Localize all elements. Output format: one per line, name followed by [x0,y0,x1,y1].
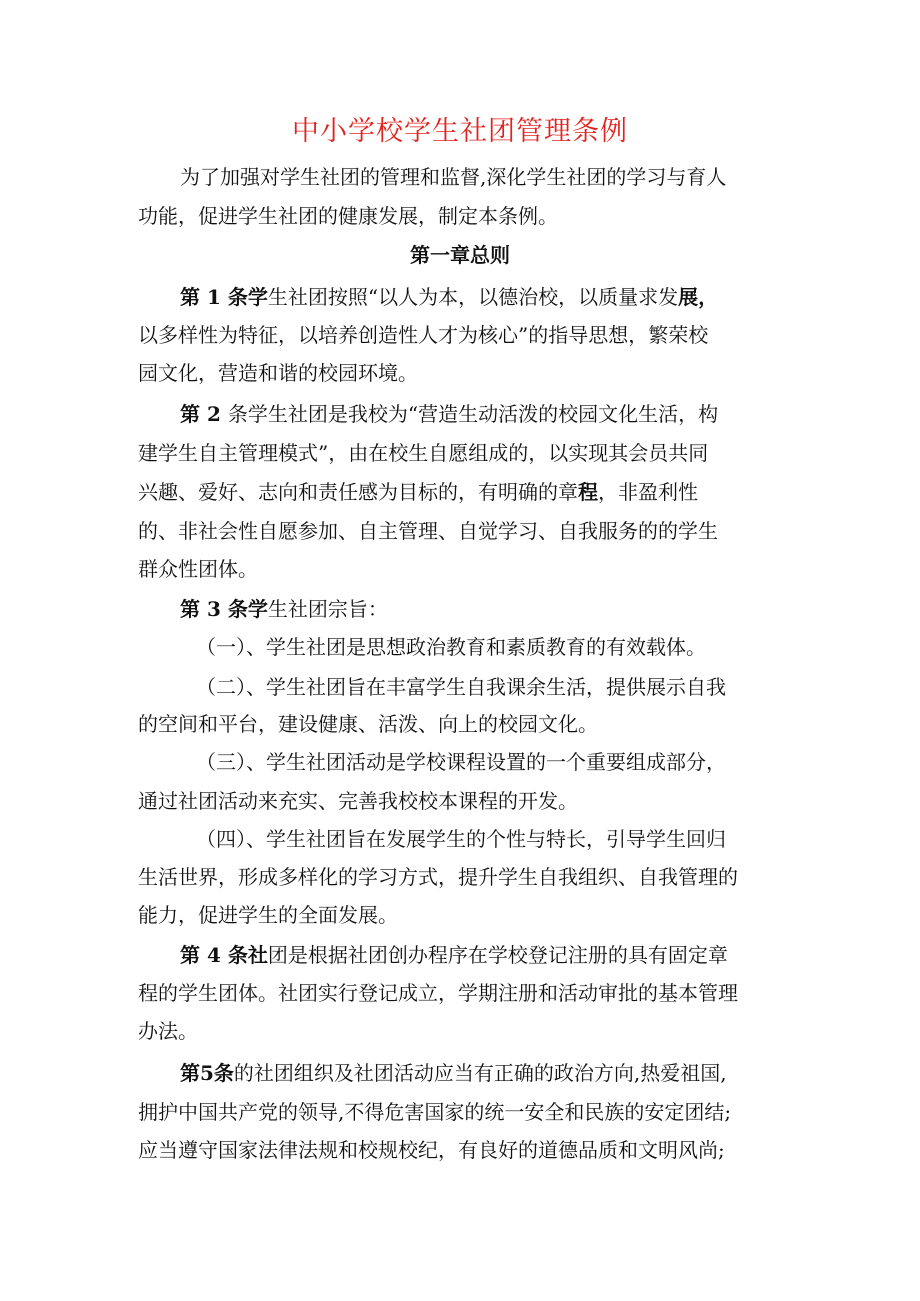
article-2-line-3-bold: 程 [578,480,598,504]
article-4-line-1 [180,938,728,972]
article-2-line-5: 群众性团体。 [138,557,258,581]
article-3-label: 第 3 条学 [180,597,268,621]
article-3-item-2-cont: 的空间和平台，建设健康、活泼、向上的校园文化。 [138,712,598,736]
article-5-line-3: 应当遵守国家法律法规和校规校纪，有良好的道德品质和文明风尚; [138,1138,725,1162]
article-3-item-4-cont-1: 生活世界，形成多样化的学习方式，提升学生自我组织、自我管理的 [138,865,738,889]
article-5-label: 第5条 [180,1061,234,1085]
article-3-item-4-cont-2: 能力，促进学生的全面发展。 [138,903,398,927]
article-4-text: 团是根据社团创办程序在学校登记注册的具有固定章 [267,943,728,967]
article-3-item-3-cont: 通过社团活动来充实、完善我校校本课程的开发。 [138,789,578,813]
article-2-line-3 [138,475,698,509]
article-2-line-4: 的、非社会性自愿参加、自主管理、自觉学习、自我服务的的学生 [138,519,718,543]
article-4-line-3: 办法。 [138,1019,198,1043]
article-3-text: 生社团宗旨： [267,597,388,621]
intro-line-2: 功能，促进学生社团的健康发展，制定本条例。 [138,204,558,228]
article-1-line-1 [180,280,718,314]
article-1-line-3: 园文化，营造和谐的校园环境。 [138,361,418,385]
article-5-line-1 [180,1056,727,1090]
article-5-line-2: 拥护中国共产党的领导,不得危害国家的统一安全和民族的安定团结; [138,1100,732,1124]
article-3-line-1 [180,592,388,626]
article-1-text: 生社团按照“以人为本，以德治校，以质量求发 [267,285,679,309]
article-2-line-3-a: 兴趣、爱好、志向和责任感为目标的，有明确的章 [138,480,578,504]
article-3-item-4: （四）、学生社团旨在发展学生的个性与特长，引导学生回归 [196,827,726,851]
article-1-line-2: 以多样性为特征，以培养创造性人才为核心”的指导思想，繁荣校 [138,323,709,347]
article-1-label: 第 1 条学 [180,285,268,309]
article-2-line-1 [180,397,718,431]
article-1-bold-end: 展， [678,285,719,309]
article-3-item-3: （三）、学生社团活动是学校课程设置的一个重要组成部分， [196,750,726,774]
article-4-label: 第 4 条社 [180,943,268,967]
article-5-text: 的社团组织及社团活动应当有正确的政治方向,热爱祖国, [233,1061,727,1085]
chapter-heading: 第一章总则 [410,243,510,267]
intro-line-1: 为了加强对学生社团的管理和监督,深化学生社团的学习与育人 [180,165,727,189]
article-2-line-2: 建学生自主管理模式”，由在校生自愿组成的，以实现其会员共同 [138,441,709,465]
article-3-item-1: （一）、学生社团是思想政治教育和素质教育的有效载体。 [196,635,706,659]
article-2-text: 条学生社团是我校为“营造生动活泼的校园文化生活，构 [227,402,719,426]
article-2-line-3-b: ，非盈利性 [598,480,698,504]
article-4-line-2: 程的学生团体。社团实行登记成立，学期注册和活动审批的基本管理 [138,981,738,1005]
article-3-item-2: （二）、学生社团旨在丰富学生自我课余生活，提供展示自我 [196,675,726,699]
article-2-label: 第 2 [180,402,228,426]
document-title: 中小学校学生社团管理条例 [292,116,628,147]
